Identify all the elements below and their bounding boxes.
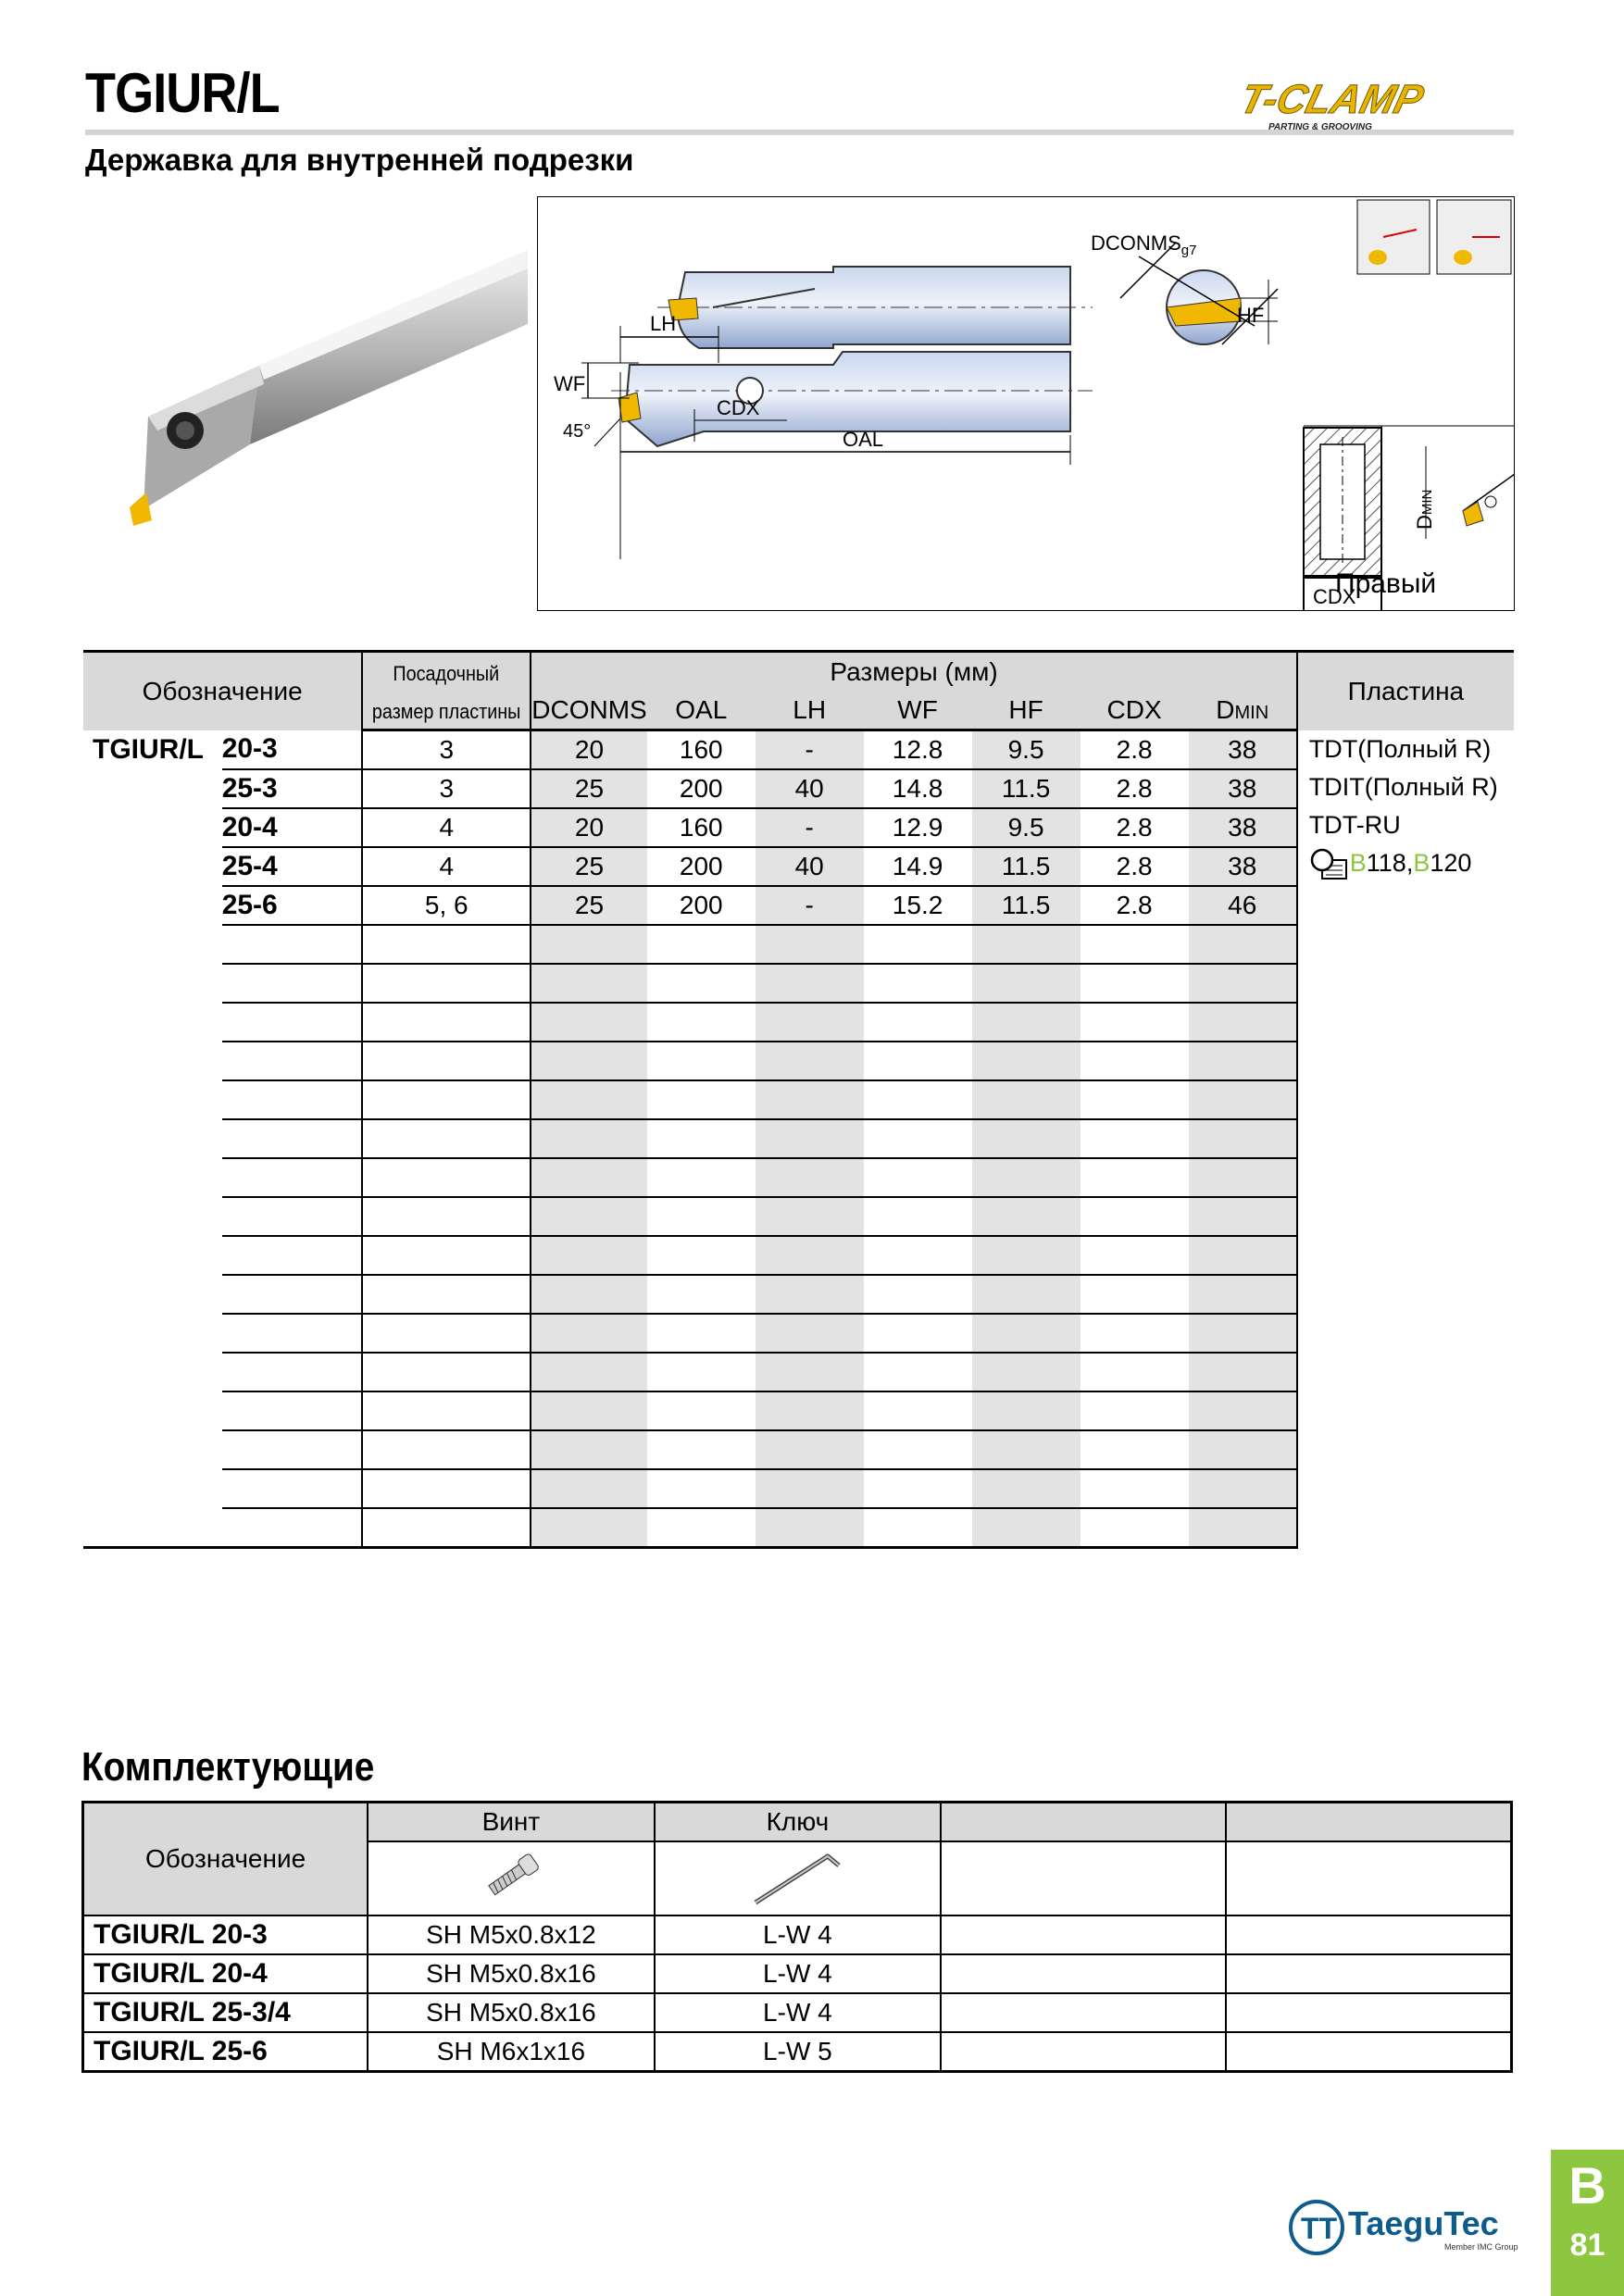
seat-cell <box>362 1042 531 1080</box>
wf-cell <box>864 925 972 964</box>
acc-code-cell: TGIUR/L 20-3 <box>83 1915 369 1954</box>
oal-cell: 200 <box>647 769 756 808</box>
table-row <box>83 1993 1512 2032</box>
size-cell <box>222 1508 363 1548</box>
acc-empty-cell <box>941 1993 1226 2032</box>
hf-label: HF <box>1237 304 1265 327</box>
table-row <box>83 730 1514 770</box>
dmin-cell <box>1189 1275 1297 1314</box>
hf-cell <box>972 1119 1081 1158</box>
family-cell <box>83 1158 222 1197</box>
size-cell <box>222 1042 363 1080</box>
lh-cell <box>756 1353 864 1391</box>
size-cell <box>222 1469 363 1508</box>
hf-header: HF <box>972 692 1081 730</box>
dmin-cell <box>1189 1391 1297 1430</box>
size-cell <box>222 1275 363 1314</box>
lh-cell <box>756 1158 864 1197</box>
dconms-label: DCONMS <box>1091 231 1181 255</box>
lh-cell <box>756 1391 864 1430</box>
dmin-cell <box>1189 1314 1297 1353</box>
acc-screw-cell: SH M5x0.8x16 <box>368 1993 655 2032</box>
dimensions-table <box>83 650 1514 1549</box>
hf-cell <box>972 925 1081 964</box>
oal-cell: 160 <box>647 808 756 847</box>
lh-cell <box>756 1080 864 1119</box>
family-cell <box>83 1391 222 1430</box>
family-cell <box>83 1003 222 1042</box>
family-cell <box>83 847 222 886</box>
size-cell: 20-4 <box>222 808 363 847</box>
seat-cell <box>362 1275 531 1314</box>
lh-cell: 40 <box>756 769 864 808</box>
dconms-cell: 25 <box>531 847 646 886</box>
acc-key-cell: L-W 5 <box>655 2032 941 2072</box>
dconms-cell <box>531 1119 646 1158</box>
accessories-title: Комплектующие <box>81 1744 375 1790</box>
acc-empty-cell <box>941 2032 1226 2072</box>
angle-label: 45° <box>563 421 592 442</box>
ref-comma: , <box>1405 848 1414 877</box>
seat-cell <box>362 1353 531 1391</box>
cdx-cell <box>1081 1158 1189 1197</box>
dmin-cell: 38 <box>1189 847 1297 886</box>
holder-photo <box>93 231 528 565</box>
size-cell <box>222 925 363 964</box>
seat-cell <box>362 1508 531 1548</box>
oal-cell: 160 <box>647 730 756 770</box>
dmin-cell: 38 <box>1189 808 1297 847</box>
family-cell <box>83 964 222 1003</box>
seat-cell: 4 <box>362 847 531 886</box>
t-clamp-logo <box>1220 72 1517 133</box>
acc-empty-cell <box>1226 2032 1511 2072</box>
family-cell <box>83 1236 222 1275</box>
wf-cell <box>864 1003 972 1042</box>
hf-cell <box>972 1314 1081 1353</box>
family-cell <box>83 925 222 964</box>
dmin-cell <box>1189 1003 1297 1042</box>
acc-empty-image-2 <box>1226 1841 1511 1915</box>
hf-cell: 9.5 <box>972 730 1081 770</box>
size-cell: 25-4 <box>222 847 363 886</box>
key-header: Ключ <box>655 1803 941 1842</box>
screw-header: Винт <box>368 1803 655 1842</box>
size-cell <box>222 1080 363 1119</box>
hf-cell <box>972 1158 1081 1197</box>
acc-code-cell: TGIUR/L 25-6 <box>83 2032 369 2072</box>
hf-cell <box>972 1508 1081 1548</box>
dmin-cell <box>1189 1080 1297 1119</box>
oal-cell: 200 <box>647 886 756 925</box>
cdx-cell <box>1081 1119 1189 1158</box>
wf-cell <box>864 1430 972 1469</box>
acc-empty-image-1 <box>941 1841 1226 1915</box>
dmin-cell <box>1189 1508 1297 1548</box>
dmin-cell <box>1189 1353 1297 1391</box>
lh-cell <box>756 1430 864 1469</box>
cdx-cell <box>1081 964 1189 1003</box>
seat-cell <box>362 1469 531 1508</box>
acc-key-cell: L-W 4 <box>655 1993 941 2032</box>
dconms-cell <box>531 1314 646 1353</box>
acc-empty-cell <box>1226 1915 1511 1954</box>
family-cell <box>83 1508 222 1548</box>
lh-cell: 40 <box>756 847 864 886</box>
cdx-cell: 2.8 <box>1081 886 1189 925</box>
oal-cell <box>647 1314 756 1353</box>
acc-empty-cell <box>941 1915 1226 1954</box>
section-tab <box>1551 2150 1624 2296</box>
cdx-cell: 2.8 <box>1081 847 1189 886</box>
seat-cell <box>362 1197 531 1236</box>
dconms-sub-label: g7 <box>1181 243 1197 258</box>
oal-cell <box>647 1430 756 1469</box>
oal-cell <box>647 1119 756 1158</box>
dmin-header: DMIN <box>1189 692 1297 730</box>
family-cell <box>83 1353 222 1391</box>
dconms-cell <box>531 1236 646 1275</box>
wf-header: WF <box>864 692 972 730</box>
dconms-cell <box>531 964 646 1003</box>
wf-cell <box>864 1080 972 1119</box>
cdx-cell <box>1081 1042 1189 1080</box>
wf-cell <box>864 964 972 1003</box>
wf-cell <box>864 1042 972 1080</box>
hf-cell <box>972 1469 1081 1508</box>
cdx-cell <box>1081 1469 1189 1508</box>
cdx-cell <box>1081 1003 1189 1042</box>
dconms-cell <box>531 1469 646 1508</box>
section-letter: B <box>1568 2156 1606 2215</box>
acc-screw-cell: SH M5x0.8x12 <box>368 1915 655 1954</box>
size-cell <box>222 964 363 1003</box>
acc-empty-cell <box>1226 1954 1511 1993</box>
accessories-table <box>81 1801 1513 2073</box>
family-cell <box>83 769 222 808</box>
screw-icon <box>474 1843 548 1908</box>
seat-cell <box>362 1391 531 1430</box>
size-cell: 25-3 <box>222 769 363 808</box>
lh-cell: - <box>756 808 864 847</box>
hf-cell: 9.5 <box>972 808 1081 847</box>
acc-empty-header-2 <box>1226 1803 1511 1842</box>
size-cell <box>222 1236 363 1275</box>
hf-cell <box>972 1003 1081 1042</box>
hf-cell <box>972 1275 1081 1314</box>
size-cell <box>222 1197 363 1236</box>
seat-cell: 3 <box>362 769 531 808</box>
dmin-cell: 38 <box>1189 730 1297 770</box>
cdx-cell <box>1081 1275 1189 1314</box>
dconms-cell <box>531 925 646 964</box>
dconms-cell: 20 <box>531 730 646 770</box>
family-cell <box>83 1197 222 1236</box>
size-cell <box>222 1314 363 1353</box>
family-cell <box>83 1119 222 1158</box>
oal-cell <box>647 1197 756 1236</box>
key-image-cell <box>655 1841 941 1915</box>
cdx-cell: 2.8 <box>1081 808 1189 847</box>
dmin-sub-label: MIN <box>1419 489 1435 516</box>
wf-cell <box>864 1314 972 1353</box>
table-row <box>83 1915 1512 1954</box>
dmin-cell <box>1189 1197 1297 1236</box>
hf-cell <box>972 1353 1081 1391</box>
wf-cell: 14.9 <box>864 847 972 886</box>
size-cell: 20-3 <box>222 730 363 770</box>
cdx-cell <box>1081 1197 1189 1236</box>
oal-cell <box>647 1353 756 1391</box>
oal-cell <box>647 1003 756 1042</box>
dmin-cell <box>1189 1469 1297 1508</box>
brand-name: TaeguTec <box>1348 2204 1499 2242</box>
lh-cell <box>756 1197 864 1236</box>
page-subtitle: Державка для внутренней подрезки <box>85 143 634 177</box>
insert-item: TDT(Полный R) <box>1308 734 1492 763</box>
dconms-header: DCONMS <box>531 692 646 730</box>
dimensions-header: Размеры (мм) <box>531 652 1296 693</box>
dmin-cell <box>1189 1119 1297 1158</box>
acc-screw-cell: SH M6x1x16 <box>368 2032 655 2072</box>
oal-cell <box>647 1469 756 1508</box>
family-cell <box>83 1430 222 1469</box>
cdx-cell <box>1081 1353 1189 1391</box>
seat-header-line1: Посадочный <box>362 652 531 693</box>
acc-empty-cell <box>941 1954 1226 1993</box>
wf-cell <box>864 1353 972 1391</box>
acc-empty-cell <box>1226 1993 1511 2032</box>
lh-cell <box>756 1042 864 1080</box>
seat-cell <box>362 1314 531 1353</box>
oal-cell: 200 <box>647 847 756 886</box>
ref-b1: B <box>1349 848 1367 877</box>
wf-cell: 14.8 <box>864 769 972 808</box>
catalog-reference[interactable] <box>1309 844 1514 882</box>
cdx-cell <box>1081 1508 1189 1548</box>
hf-cell <box>972 1042 1081 1080</box>
seat-cell: 5, 6 <box>362 886 531 925</box>
seat-cell <box>362 964 531 1003</box>
wf-cell <box>864 1508 972 1548</box>
lh-cell <box>756 1119 864 1158</box>
dconms-cell: 25 <box>531 769 646 808</box>
lh-cell <box>756 1508 864 1548</box>
seat-header-line2: размер пластины <box>362 692 531 730</box>
page-title: TGIUR/L <box>85 62 280 124</box>
acc-empty-header-1 <box>941 1803 1226 1842</box>
oal-cell <box>647 1275 756 1314</box>
size-cell <box>222 1430 363 1469</box>
dconms-cell <box>531 1430 646 1469</box>
seat-cell <box>362 1080 531 1119</box>
oal-cell <box>647 964 756 1003</box>
insert-item: TDIT(Полный R) <box>1308 772 1498 801</box>
cdx-cell: 2.8 <box>1081 730 1189 770</box>
family-cell <box>83 1314 222 1353</box>
wf-cell: 15.2 <box>864 886 972 925</box>
lh-cell: - <box>756 886 864 925</box>
dmin-cell: 38 <box>1189 769 1297 808</box>
seat-cell <box>362 1119 531 1158</box>
family-cell <box>83 1042 222 1080</box>
lh-cell: - <box>756 730 864 770</box>
seat-cell <box>362 1236 531 1275</box>
size-cell <box>222 1391 363 1430</box>
lh-header: LH <box>756 692 864 730</box>
cdx-label: CDX <box>717 396 760 419</box>
seat-cell: 3 <box>362 730 531 770</box>
hf-cell <box>972 964 1081 1003</box>
hand-label: Правый <box>1335 568 1437 599</box>
seat-cell <box>362 925 531 964</box>
acc-code-cell: TGIUR/L 20-4 <box>83 1954 369 1993</box>
dconms-cell <box>531 1197 646 1236</box>
dconms-cell <box>531 1508 646 1548</box>
cdx-cell <box>1081 1430 1189 1469</box>
size-cell <box>222 1003 363 1042</box>
wf-cell <box>864 1275 972 1314</box>
insert-item: TDT-RU <box>1308 810 1401 839</box>
hf-cell: 11.5 <box>972 847 1081 886</box>
oal-cell <box>647 1391 756 1430</box>
oal-label: OAL <box>843 428 884 451</box>
seat-cell <box>362 1158 531 1197</box>
cdx-cell <box>1081 925 1189 964</box>
wf-cell: 12.8 <box>864 730 972 770</box>
dconms-cell: 25 <box>531 886 646 925</box>
size-cell <box>222 1353 363 1391</box>
wf-cell <box>864 1119 972 1158</box>
wf-cell <box>864 1469 972 1508</box>
dmin-d-label: D <box>1413 515 1436 530</box>
family-cell: TGIUR/L <box>93 733 204 765</box>
cdx-header: CDX <box>1081 692 1189 730</box>
svg-text:DCONMSg7 <box>1091 231 1196 258</box>
cdx-cell <box>1081 1391 1189 1430</box>
wf-cell <box>864 1158 972 1197</box>
logo-text: T-CLAMP <box>1235 77 1429 122</box>
lh-cell <box>756 1236 864 1275</box>
wf-cell: 12.9 <box>864 808 972 847</box>
acc-designation-header: Обозначение <box>83 1803 369 1916</box>
wf-cell <box>864 1391 972 1430</box>
acc-code-cell: TGIUR/L 25-3/4 <box>83 1993 369 2032</box>
family-cell <box>83 808 222 847</box>
hf-cell <box>972 1391 1081 1430</box>
seat-cell: 4 <box>362 808 531 847</box>
hex-key-icon <box>746 1843 848 1908</box>
ref-b2: B <box>1413 848 1430 877</box>
logo-tagline: PARTING & GROOVING <box>1268 122 1372 132</box>
oal-cell <box>647 925 756 964</box>
oal-cell <box>647 1508 756 1548</box>
lh-cell <box>756 1314 864 1353</box>
hf-cell: 11.5 <box>972 769 1081 808</box>
lh-cell <box>756 1275 864 1314</box>
seat-cell <box>362 1430 531 1469</box>
hf-cell <box>972 1430 1081 1469</box>
cdx-cell <box>1081 1080 1189 1119</box>
family-cell <box>83 886 222 925</box>
family-cell <box>83 1080 222 1119</box>
lh-label: LH <box>650 312 677 335</box>
hf-cell <box>972 1236 1081 1275</box>
lh-cell <box>756 1469 864 1508</box>
family-cell <box>83 1469 222 1508</box>
family-cell <box>83 1275 222 1314</box>
svg-text:TT: TT <box>1301 2212 1338 2245</box>
dconms-cell <box>531 1391 646 1430</box>
dconms-cell <box>531 1080 646 1119</box>
lh-cell <box>756 1003 864 1042</box>
wf-cell <box>864 1197 972 1236</box>
insert-header: Пластина <box>1297 652 1514 730</box>
designation-header: Обозначение <box>83 652 362 730</box>
dmin-cell <box>1189 1236 1297 1275</box>
lh-cell <box>756 964 864 1003</box>
dconms-cell <box>531 1353 646 1391</box>
dmin-cell <box>1189 1430 1297 1469</box>
table-row <box>83 1954 1512 1993</box>
dconms-cell <box>531 1042 646 1080</box>
seat-cell <box>362 1003 531 1042</box>
hf-cell <box>972 1197 1081 1236</box>
technical-drawing <box>537 196 1515 611</box>
dmin-cell <box>1189 1042 1297 1080</box>
cdx-cell: 2.8 <box>1081 769 1189 808</box>
cdx-box-label: CDX <box>1313 585 1356 608</box>
oal-cell <box>647 1158 756 1197</box>
dmin-cell <box>1189 1158 1297 1197</box>
ref-n2: 120 <box>1430 848 1472 877</box>
magnifier-book-icon <box>1309 847 1350 880</box>
dmin-cell: 46 <box>1189 886 1297 925</box>
ref-n1: 118 <box>1366 848 1406 877</box>
cdx-cell <box>1081 1314 1189 1353</box>
dconms-cell <box>531 1275 646 1314</box>
table-row <box>83 2032 1512 2072</box>
wf-cell <box>864 1236 972 1275</box>
acc-screw-cell: SH M5x0.8x16 <box>368 1954 655 1993</box>
dconms-cell <box>531 1003 646 1042</box>
size-cell: 25-6 <box>222 886 363 925</box>
cdx-cell <box>1081 1236 1189 1275</box>
wf-label: WF <box>554 372 586 395</box>
acc-key-cell: L-W 4 <box>655 1915 941 1954</box>
acc-key-cell: L-W 4 <box>655 1954 941 1993</box>
dmin-cell <box>1189 925 1297 964</box>
hf-cell <box>972 1080 1081 1119</box>
brand-sub: Member IMC Group <box>1444 2242 1518 2252</box>
size-cell <box>222 1119 363 1158</box>
screw-image-cell <box>368 1841 655 1915</box>
oal-cell <box>647 1236 756 1275</box>
oal-header: OAL <box>647 692 756 730</box>
oal-cell <box>647 1080 756 1119</box>
page-number: 81 <box>1569 2227 1605 2263</box>
dconms-cell <box>531 1158 646 1197</box>
insert-cell <box>1297 730 1514 1548</box>
hf-cell: 11.5 <box>972 886 1081 925</box>
dmin-cell <box>1189 964 1297 1003</box>
taegutec-logo <box>1287 2192 1528 2257</box>
size-cell <box>222 1158 363 1197</box>
dconms-cell: 20 <box>531 808 646 847</box>
lh-cell <box>756 925 864 964</box>
oal-cell <box>647 1042 756 1080</box>
